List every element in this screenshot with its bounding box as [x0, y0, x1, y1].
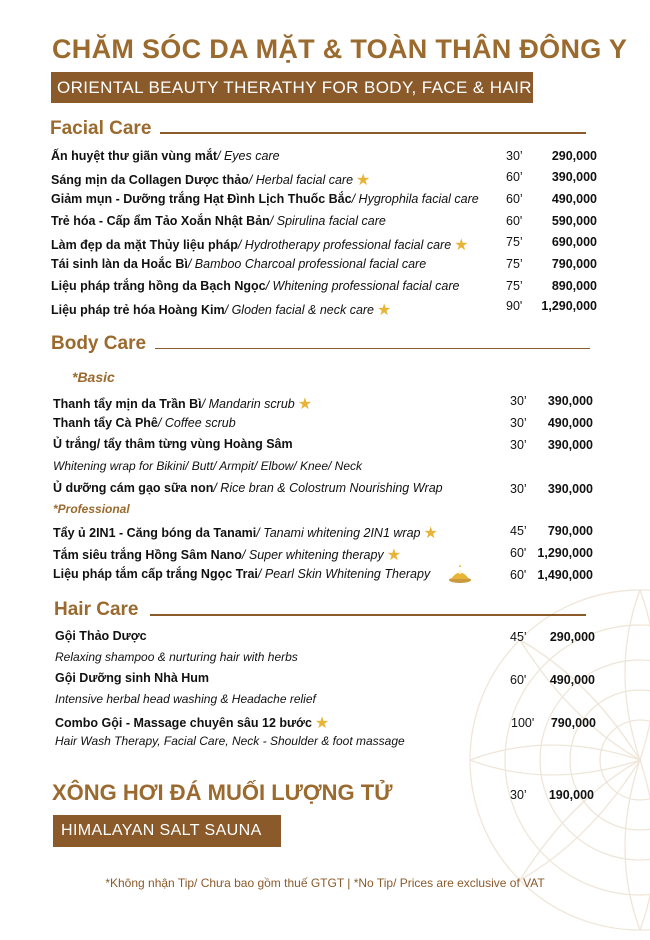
body-item-description: Whitening wrap for Bikini/ Butt/ Armpit/ Elbow/ Knee/ Neck [53, 459, 363, 473]
treasure-icon [447, 562, 473, 584]
facial-item-duration: 60' [506, 214, 523, 228]
footer-note: *Không nhận Tip/ Chưa bao gồm thuế GTGT | *No Tip/ Prices are exclusive of VAT [105, 876, 545, 890]
body-item: Ủ dưỡng cám gạo sữa non/ Rice bran & Colostrum Nourishing Wrap [53, 481, 443, 495]
body-item-duration: 30’ [510, 438, 527, 452]
facial-item: Liệu pháp trắng hồng da Bạch Ngọc/ Whitening professional facial care [51, 279, 460, 293]
facial-item-duration: 60’ [506, 170, 523, 184]
facial-item: Giảm mụn - Dưỡng trắng Hạt Đình Lịch Thuốc Bắc/ Hygrophila facial care [51, 192, 479, 206]
body-item-duration: 60' [510, 568, 527, 582]
facial-item-price: 690,000 [551, 235, 597, 249]
body-item-duration: 45’ [510, 524, 527, 538]
hair-item-price: 290,000 [549, 630, 595, 644]
sauna-price: 190,000 [548, 788, 594, 802]
star-icon: ★ [386, 547, 402, 564]
facial-item: Liệu pháp trẻ hóa Hoàng Kim/ Gloden facial & neck care ★ [51, 302, 392, 319]
hair-item: Combo Gội - Massage chuyên sâu 12 bước ★ [55, 715, 330, 732]
body-item-price: 390,000 [547, 438, 593, 452]
facial-care-divider [160, 132, 586, 134]
body-item: Thanh tẩy Cà Phê/ Coffee scrub [53, 416, 236, 430]
facial-item: Làm đẹp da mặt Thủy liệu pháp/ Hydrotherapy professional facial care ★ [51, 237, 469, 254]
hair-item-duration: 60' [510, 673, 527, 687]
facial-item-price: 890,000 [551, 279, 597, 293]
facial-item-duration: 75’ [506, 279, 523, 293]
professional-label: *Professional [53, 502, 130, 516]
star-icon: ★ [423, 525, 438, 542]
body-item-duration: 30’ [510, 482, 527, 496]
facial-item: Sáng mịn da Collagen Dược thảo/ Herbal facial care ★ [51, 172, 371, 189]
hair-item: Gội Dưỡng sinh Nhà Hum [55, 671, 210, 685]
facial-item-price: 490,000 [551, 192, 597, 206]
hair-item-price: 490,000 [549, 673, 595, 687]
star-icon: ★ [356, 172, 371, 189]
body-item-price: 390,000 [547, 394, 593, 408]
body-item-price: 790,000 [547, 524, 593, 538]
body-item: Tẩy ủ 2IN1 - Căng bóng da Tanami/ Tanami whitening 2IN1 wrap ★ [53, 525, 438, 542]
facial-item-price: 1,290,000 [541, 299, 597, 313]
facial-item-duration: 30’ [506, 149, 523, 163]
page-title: CHĂM SÓC DA MẶT & TOÀN THÂN ĐÔNG Y [52, 34, 628, 64]
body-item-price: 390,000 [547, 482, 593, 496]
facial-item: Trẻ hóa - Cấp ẩm Tảo Xoắn Nhật Bản/ Spirulina facial care [51, 214, 386, 228]
body-item: Thanh tẩy mịn da Trần Bì/ Mandarin scrub ★ [53, 396, 313, 413]
body-item: Ủ trắng/ tẩy thâm từng vùng Hoàng Sâm [53, 437, 293, 451]
facial-item-price: 390,000 [551, 170, 597, 184]
star-icon: ★ [297, 396, 313, 413]
facial-item-duration: 90' [506, 299, 523, 313]
facial-item: Tái sinh làn da Hoắc Bì/ Bamboo Charcoal professional facial care [51, 257, 427, 271]
body-item: Liệu pháp tắm cấp trắng Ngọc Trai/ Pearl Skin Whitening Therapy [53, 567, 431, 581]
hair-item: Gội Thảo Dược [55, 629, 147, 643]
body-item-duration: 30’ [510, 394, 527, 408]
body-care-heading: Body Care [51, 333, 147, 354]
facial-item-price: 590,000 [551, 214, 597, 228]
body-care-divider [155, 348, 590, 349]
basic-label: *Basic [72, 369, 115, 385]
star-icon: ★ [377, 302, 392, 319]
body-item-price: 1,490,000 [537, 568, 593, 582]
body-item-duration: 60' [510, 546, 527, 560]
facial-item-duration: 60’ [506, 192, 523, 206]
facial-item-duration: 75’ [506, 235, 523, 249]
body-item: Tắm siêu trắng Hồng Sâm Nano/ Super whitening therapy ★ [53, 547, 402, 564]
subtitle-banner: ORIENTAL BEAUTY THERATHY FOR BODY, FACE & HAIR [51, 72, 533, 103]
sauna-duration: 30’ [510, 788, 527, 802]
hair-item-description: Intensive herbal head washing & Headache relief [55, 692, 316, 706]
hair-item-description: Hair Wash Therapy, Facial Care, Neck - Shoulder & foot massage [55, 734, 405, 748]
facial-item-duration: 75’ [506, 257, 523, 271]
hair-care-heading: Hair Care [54, 599, 139, 620]
facial-item-price: 290,000 [551, 149, 597, 163]
star-icon: ★ [454, 237, 469, 254]
hair-item-price: 790,000 [550, 716, 596, 730]
body-item-duration: 30’ [510, 416, 527, 430]
sauna-subtitle-banner: HIMALAYAN SALT SAUNA [53, 815, 281, 847]
hair-care-divider [150, 614, 586, 616]
body-item-price: 1,290,000 [537, 546, 593, 560]
facial-item: Ấn huyệt thư giãn vùng mắt/ Eyes care [51, 149, 280, 163]
facial-care-heading: Facial Care [50, 118, 152, 139]
sauna-title: XÔNG HƠI ĐÁ MUỐI LƯỢNG TỬ [52, 780, 393, 805]
star-icon: ★ [314, 715, 330, 732]
facial-item-price: 790,000 [551, 257, 597, 271]
body-item-price: 490,000 [547, 416, 593, 430]
hair-item-duration: 45’ [510, 630, 527, 644]
hair-item-duration: 100' [511, 716, 535, 730]
hair-item-description: Relaxing shampoo & nurturing hair with herbs [55, 650, 298, 664]
